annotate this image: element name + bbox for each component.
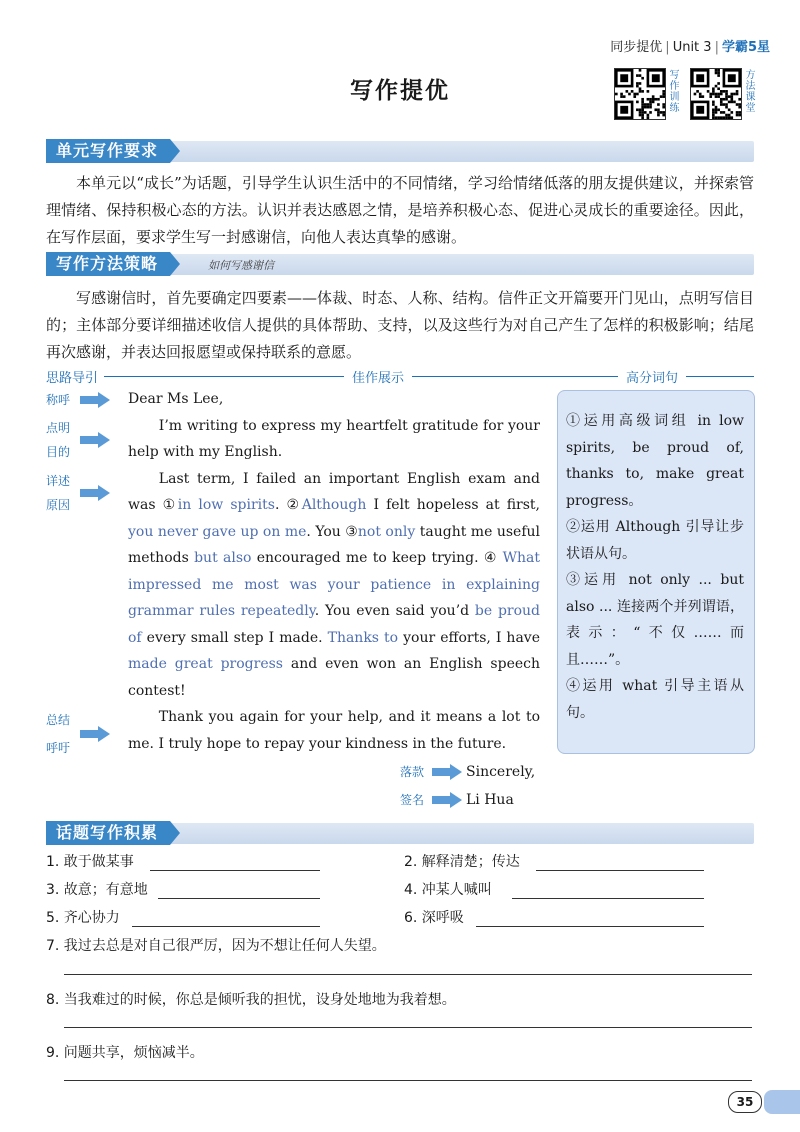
guide-label-outline: 思路导引 [46, 371, 99, 386]
question-2: 2. 解释清楚；传达 [404, 854, 520, 870]
answer-line-3[interactable] [158, 898, 320, 899]
unit-label: Unit 3 [672, 40, 712, 55]
guide-label-sample: 佳作展示 [352, 371, 405, 386]
guide-label-phrases: 高分词句 [626, 371, 679, 386]
question-4: 4. 冲某人喊叫 [404, 882, 492, 898]
tip-item: ③运用 not only ... but also ... 连接两个并列谓语，表示：“不仅……而且……”。 [566, 572, 744, 668]
tip-item: ①运用高级词组 in low spirits, be proud of, thanks to, make great progress。 [566, 413, 744, 509]
arrow-icon [80, 726, 110, 742]
label-purpose-1: 点明 [46, 421, 71, 435]
highlight-phrase: Thanks to [327, 629, 399, 646]
question-7: 7. 我过去总是对自己很严厉，因为不想让任何人失望。 [46, 938, 386, 954]
letter-salutation: Dear Ms Lee, [128, 391, 224, 407]
requirements-text: 本单元以“成长”为话题，引导学生认识生活中的不同情绪，学习给情绪低落的朋友提供建议，并探索管理情绪、保持积极心态的方法。认识并表达感恩之情，是培养积极心态、促进心灵成长的重要途径。因此，在写作层面，要求学生写一封感谢信，向他人表达真挚的感谢。 [46, 174, 754, 246]
label-summary-2: 呼吁 [46, 741, 71, 755]
qr-code-writing[interactable] [614, 68, 666, 120]
question-5: 5. 齐心协力 [46, 910, 120, 926]
page-number: 35 [728, 1091, 762, 1113]
running-header: 同步提优 | Unit 3 | 学霸5星 [610, 40, 770, 55]
divider-line [686, 376, 754, 377]
highlight-phrase: What impressed me most was your patience in explaining grammar rules repeatedly [128, 550, 540, 619]
highlight-phrase: not only [357, 523, 416, 540]
label-detail-2: 原因 [46, 498, 71, 512]
question-9: 9. 问题共享，烦恼减半。 [46, 1045, 204, 1061]
qr-label-method: 方法课堂 [745, 70, 756, 114]
answer-line-2[interactable] [536, 870, 704, 871]
guide-header [46, 367, 754, 385]
highlight-phrase: be proud of [128, 603, 541, 646]
answer-line-8[interactable] [64, 1027, 752, 1028]
answer-line-4[interactable] [512, 898, 704, 899]
label-purpose-2: 目的 [46, 445, 71, 459]
tip-item: ④运用 what 引导主语从句。 [566, 678, 744, 721]
highlight-phrase: but also [194, 550, 252, 566]
answer-line-7[interactable] [64, 974, 752, 975]
arrow-icon [432, 764, 462, 780]
answer-line-9[interactable] [64, 1080, 752, 1081]
highlight-phrase: you never gave up on me [128, 523, 307, 540]
brand-logo: 学霸5星 [721, 40, 770, 55]
label-greeting: 称呼 [46, 393, 71, 407]
highlight-phrase: in low spirits [177, 497, 275, 513]
letter-paragraph-2: Last term, I failed an important English exam and was ①in low spirits. ②Although I felt hopeless at first, you never gave up on me. You ③not only taught me useful methods but also encouraged me to keep trying. ④ What impressed me most was your patience in explaining grammar rules repeatedly. You even said you’d be proud of every small step I made. Thanks to your efforts, I have made great progress and even won an English speech contest! [128, 470, 541, 699]
section-title-accumulation: 话题写作积累 [46, 821, 170, 845]
letter-paragraph-3: Thank you again for your help, and it means a lot to me. I truly hope to repay your kindness in the future. [128, 709, 540, 752]
answer-line-5[interactable] [132, 926, 320, 927]
phrases-list [566, 408, 744, 726]
highlight-phrase: made great progress [128, 656, 283, 672]
section-title-strategy: 写作方法策略 [46, 252, 170, 276]
series-name: 同步提优 [610, 40, 663, 55]
page-edge-tab [764, 1090, 800, 1114]
divider-line [412, 376, 618, 377]
arrow-icon [80, 392, 110, 408]
sample-letter [128, 386, 540, 757]
arrow-icon [80, 432, 110, 448]
letter-signature: Li Hua [466, 792, 514, 808]
divider-line [104, 376, 344, 377]
question-1: 1. 敢于做某事 [46, 854, 134, 870]
question-3: 3. 故意；有意地 [46, 882, 148, 898]
arrow-icon [432, 792, 462, 808]
highlight-phrase: Although [301, 497, 367, 513]
strategy-text: 写感谢信时，首先要确定四要素——体裁、时态、人称、结构。信件正文开篇要开门见山，点明写信目的；主体部分要详细描述收信人提供的具体帮助、支持，以及这些行为对自己产生了怎样的积极影响；结尾再次感谢，并表达回报愿望或保持联系的意愿。 [46, 289, 754, 361]
answer-line-1[interactable] [150, 870, 320, 871]
letter-paragraph-1: I’m writing to express my heartfelt gratitude for your help with my English. [128, 417, 540, 460]
question-8: 8. 当我难过的时候，你总是倾听我的担忧，设身处地地为我着想。 [46, 992, 456, 1008]
label-summary-1: 总结 [46, 713, 71, 727]
label-signature: 签名 [400, 793, 425, 807]
qr-label-writing: 写作训练 [669, 70, 680, 114]
answer-line-6[interactable] [476, 926, 704, 927]
label-detail-1: 详述 [46, 474, 71, 488]
tip-item: ②运用 Although 引导让步状语从句。 [566, 519, 744, 562]
section-subtitle: 如何写感谢信 [208, 259, 274, 272]
arrow-icon [80, 485, 110, 501]
label-closing: 落款 [400, 765, 425, 779]
qr-code-method[interactable] [690, 68, 742, 120]
question-6: 6. 深呼吸 [404, 910, 464, 926]
page-title: 写作提优 [350, 78, 450, 104]
letter-closing: Sincerely, [466, 764, 536, 780]
section-title-requirements: 单元写作要求 [46, 139, 170, 163]
